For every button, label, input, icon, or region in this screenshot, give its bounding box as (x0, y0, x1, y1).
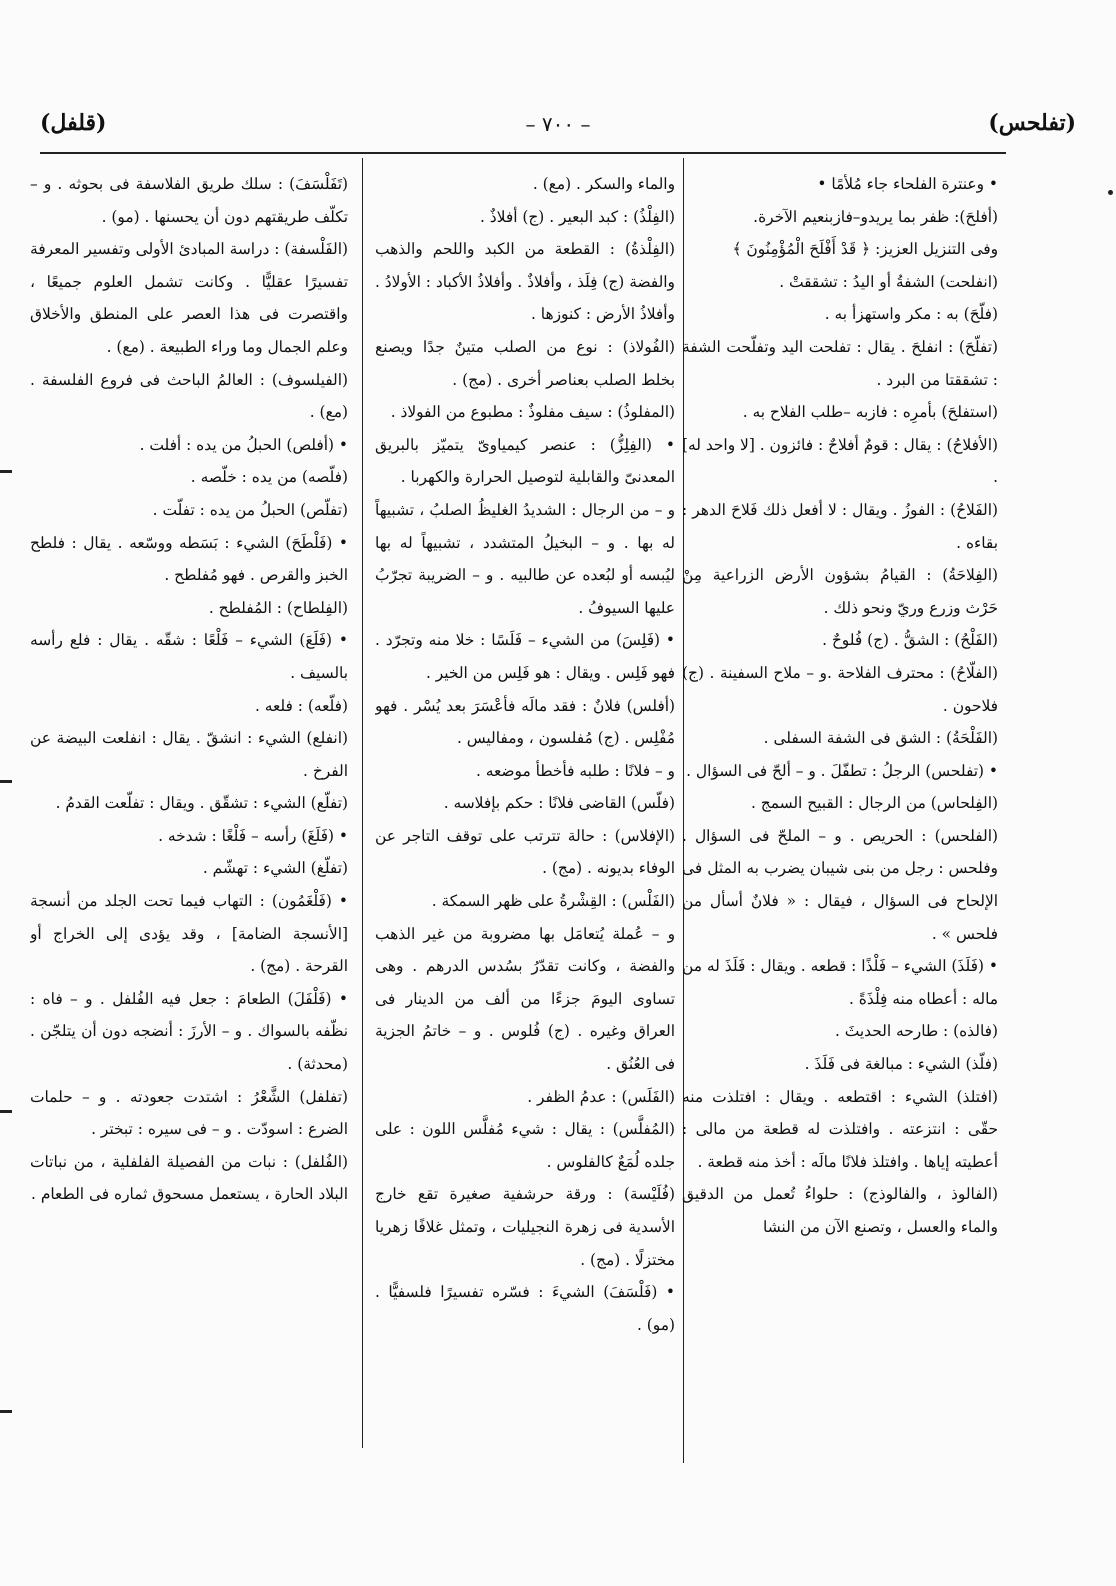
dictionary-entry: (انفلحت) الشفةُ أو اليدُ : تشققتْ . (779, 272, 998, 291)
dictionary-entry: (فالذه) : طارحه الحديثَ . (834, 1022, 998, 1041)
dictionary-entry: (الفَلْحُ) : الشقُّ . (ج) فُلوحٌ . (822, 631, 998, 650)
dictionary-entry: (الفيلسوف) : العالمُ الباحث فى فروع الفلسفة . (مع) . (30, 370, 348, 422)
dictionary-entry: • (فَلْفَلَ) الطعامَ : جعل فيه الفُلفل . و – فاه : نظّفه بالسواك . و – الأرزَ : أنضجه دون أن يتلجّن . (محدثة) . (30, 989, 348, 1074)
dictionary-entry: • (فَلَغَ) رأسه – فَلْغًا : شدخه . (158, 826, 348, 845)
dictionary-entry: (فلّحَ) به : مكر واستهزأ به . (824, 305, 998, 324)
dictionary-entry: (تَفَلْسَفَ) : سلك طريق الفلاسفة فى بحوثه . و – تكلّف طريقتهم دون أن يحسنها . (مو) . (30, 175, 348, 226)
dictionary-entry: • (فَلِسَ) من الشيء – فَلَسًا : خلا منه وتجرّد . فهو فَلِس . ويقال : هو فَلِس من الخير . (375, 631, 675, 682)
dictionary-entry: (فلّعه) : فلعه . (254, 696, 348, 715)
dictionary-entry: (تفلّص) الحبلُ من يده : تفلّت . (152, 500, 348, 519)
dictionary-entry: (الفِلْذُ) : كبد البعير . (ج) أفلاذٌ . (480, 207, 675, 226)
page-number: – ٧٠٠ – (525, 112, 591, 136)
dictionary-entry: (الفِلحاس) من الرجال : القبيح السمج . (750, 794, 998, 813)
dictionary-entry: (الفِلطاح) : المُفلطح . (208, 598, 348, 617)
dictionary-entry: (استفلحَ) بأمرِه : فازبه –طلب الفلاح به . (742, 403, 998, 422)
dictionary-entry: (الأفلاحُ) : يقال : قومٌ أفلاحٌ : فائزون . [لا واحد له] . (682, 435, 998, 487)
dictionary-entry: • (فَلْسَفَ) الشيءَ : فسّره تفسيرًا فلسفيًّا . (مو) . (375, 1283, 675, 1334)
dictionary-entry: (أفلس) فلانٌ : فقد مالَه فأعْسَرَ بعد يُسْر . فهو مُفْلِس . (ج) مُفلسون ، ومفاليس . (375, 696, 675, 748)
column-separator (362, 158, 363, 1448)
dictionary-entry: (الفالوذ ، والفالوذج) : حلواءُ تُعمل من الدقيق والماء والعسل ، وتصنع الآن من النشا (682, 1185, 998, 1236)
dictionary-entry: (تفلفل) الشَّعْرُ : اشتدت جعودته . و – حلمات الضرع : اسودّت . و – فى سيره : تبختر . (30, 1087, 348, 1139)
dictionary-entry: (تفلّحَ) : انفلحَ . يقال : تفلحت اليد وتفلّحت الشفة : تشققتا من البرد . (682, 337, 998, 389)
dictionary-entry: (الفَلْس) : القِشْرةُ على ظهر السمكة . (431, 892, 675, 911)
dictionary-entry: (الفُلفل) : نبات من الفصيلة الفلفلية ، من نباتات البلاد الحارة ، يستعمل مسحوق ثماره فى الطعام . (30, 1152, 348, 1204)
header-right-keyword: (تفلحس) (988, 110, 1076, 136)
dictionary-entry: (الفلحس) : الحريص . و – الملحّ فى السؤال . وفلحس : رجل من بنى شيبان يضرب به المثل فى الإلحاح فى السؤال ، فيقال : « فلانٌ أسأل من فلحس » . (682, 826, 998, 943)
dictionary-entry: • (تفلحس) الرجلُ : تطفّلَ . و – ألحّ فى السؤال . (686, 761, 998, 780)
dictionary-entry: (فلّذ) الشيء : مبالغة فى فَلَذَ . (804, 1055, 998, 1074)
margin-dot (1108, 190, 1113, 195)
dictionary-entry: (فُلَيْسة) : ورقة حرشفية صغيرة تقع خارج الأسدية فى زهرة النجيليات ، وتمثل غلافًا زهريا مختزلًا . (مج) . (375, 1185, 675, 1269)
column-middle (375, 168, 675, 1458)
margin-mark (0, 1410, 12, 1413)
dictionary-entry: (تفلّغ) الشيء : تهشّم . (202, 859, 348, 878)
dictionary-entry: وفى التنزيل العزيز: ﴿ قَدْ أَفْلَحَ الْمُؤْمِنُونَ ﴾ (732, 240, 998, 259)
dictionary-entry: (الفَلَس) : عدمُ الظفر . (527, 1087, 675, 1106)
header-left-keyword: (قلفل) (40, 110, 107, 136)
dictionary-entry: • (فَلْطَحَ) الشيء : بَسَطه ووسّعه . يقال : فلطح الخبز والقرص . فهو مُفلطح . (30, 533, 348, 585)
dictionary-entry: (الفلّاحُ) : محترف الفلاحة .و – ملاح السفينة . (ج) فلاحون . (682, 663, 998, 715)
column-left (30, 168, 348, 1458)
dictionary-entry: (الفَلاحُ) : الفوزُ . ويقال : لا أفعل ذلك فَلاحَ الدهر : بقاءه . (682, 500, 998, 552)
dictionary-entry: (الفِلاحَةُ) : القيامُ بشؤون الأرض الزراعية مِنْ حَرْث وزرع وريّ ونحو ذلك . (682, 566, 998, 617)
dictionary-entry: (افتلذ) الشيء : اقتطعه . ويقال : افتلذت منه حقّى : انتزعته . وافتلذت له قطعة من مالى : أعطيته إياها . وافتلذ فلانًا مالَه : أخذ منه قطعة . (682, 1087, 998, 1171)
dictionary-entry: (تفلّع) الشيء : تشقّق . ويقال : تفلّعت القدمُ . (55, 794, 348, 813)
dictionary-entry: و – من الرجال : الشديدُ الغليظُ الصلبُ ، تشبيهاً له بها . و – البخيلُ المتشدد ، تشبيهاً له بها ليُبسه أو لبُعده عن طالبيه . و – الضريبة تجرّبُ عليها السيوفُ . (375, 500, 675, 617)
page-header (40, 110, 1076, 150)
margin-mark (0, 780, 12, 783)
dictionary-entry: (الفُولاذ) : نوع من الصلب متينٌ جدًا ويصنع بخلط الصلب بعناصر أخرى . (مج) . (375, 337, 675, 389)
dictionary-entry: • (فَلْغَمُون) : التهاب فيما تحت الجلد من أنسجة [الأنسجة الضامة] ، وقد يؤدى إلى الخراج أو القرحة . (مج) . (30, 892, 348, 976)
dictionary-entry: (المفلوذُ) : سيف مفلوذٌ : مطبوع من الفولاذ . (390, 403, 675, 422)
margin-mark (0, 470, 12, 473)
dictionary-entry: (الفَلْحَةُ) : الشق فى الشفة السفلى . (763, 729, 998, 748)
dictionary-entry: • (فَلَذَ) الشيء – فَلْذًا : قطعه . ويقال : فَلَذَ له من ماله : أعطاه منه فِلْذَةً . (682, 957, 998, 1008)
dictionary-entry: (المُفلَّس) : يقال : شيء مُفلَّس اللون : على جلده لُمَعٌ كالفلوس . (375, 1120, 675, 1171)
column-right (682, 168, 998, 1458)
dictionary-entry: (فلّصه) من يده : خلّصه . (190, 468, 348, 487)
dictionary-entry: • (الفِلِزُّ) : عنصر كيمياوىّ يتميّز بالبريق المعدنىّ والقابلية لتوصيل الحرارة والكهربا . (375, 435, 675, 487)
margin-mark (0, 1110, 12, 1113)
dictionary-entry: (الإفلاس) : حالة تترتب على توقف التاجر عن الوفاء بديونه . (مج) . (375, 826, 675, 878)
dictionary-entry: و – عُملة يُتعامَل بها مضروبة من غير الذهب والفضة ، وكانت تقدّرُ بسُدس الدرهم . وهى تساوى اليومَ جزءًا من ألف من الدينار فى العراق وغيره . (ج) فُلوس . و – خاتمُ الجزية فى العُنُق . (375, 924, 675, 1074)
dictionary-entry: • (أفلص) الحبلُ من يده : أفلت . (139, 435, 348, 454)
dictionary-entry: • وعنترة الفلحاء جاء مُلأمًا • (817, 175, 998, 193)
dictionary-entry: (الفِلْذةُ) : القطعة من الكبد واللحم والذهب والفضة (ج) فِلَذ ، وأفلاذٌ . وأفلاذُ الأكباد : الأولادُ . وأفلاذُ الأرض : كنوزها . (375, 240, 675, 324)
dictionary-entry: والماء والسكر . (مع) . (532, 175, 675, 193)
header-rule (40, 152, 1006, 154)
dictionary-entry: (انفلع) الشيء : انشقّ . يقال : انفلعت البيضة عن الفرخ . (30, 729, 348, 780)
dictionary-entry: و – فلانًا : طلبه فأخطأ موضعه . (475, 761, 675, 780)
dictionary-entry: (أفلحَ): ظفر بما يريدو–فازبنعيم الآخرة. (753, 207, 998, 226)
dictionary-entry: • (فَلَعَ) الشيء – فَلْعًا : شقّه . يقال : فلع رأسه بالسيف . (30, 631, 348, 682)
dictionary-entry: (الفَلْسفة) : دراسة المبادئ الأولى وتفسير المعرفة تفسيرًا عقليًّا . وكانت تشمل العلوم جميعًا ، واقتصرت فى هذا العصر على المنطق والأخلاق وعلم الجمال وما وراء الطبيعة . (مع) . (30, 240, 348, 356)
dictionary-entry: (فلّس) القاضى فلانًا : حكم بإفلاسه . (443, 794, 675, 813)
